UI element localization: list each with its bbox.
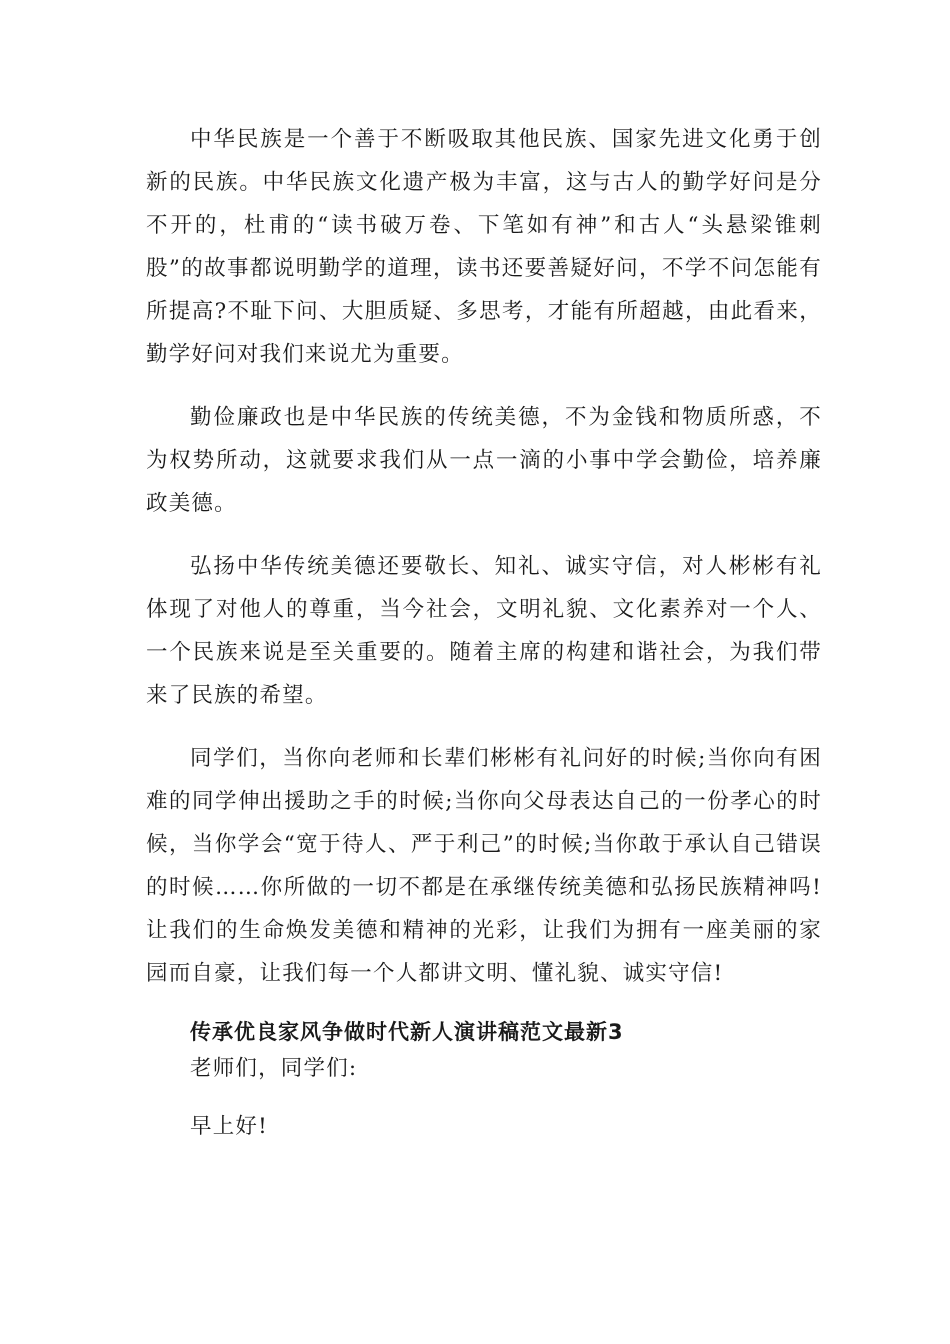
paragraph-1: 中华民族是一个善于不断吸取其他民族、国家先进文化勇于创新的民族。中华民族文化遗产极为丰富，这与古人的勤学好问是分不开的，杜甫的“读书破万卷、下笔如有神”和古人“头悬梁锥刺股”的故事都说明勤学的道理，读书还要善疑好问，不学不问怎能有所提高?不耻下问、大胆质疑、多思考，才能有所超越，由此看来，勤学好问对我们来说尤为重要。 xyxy=(146,127,822,367)
greeting: 早上好! xyxy=(190,1114,268,1139)
paragraph-4: 同学们，当你向老师和长辈们彬彬有礼问好的时候;当你向有困难的同学伸出援助之手的时候;当你向父母表达自己的一份孝心的时候，当你学会“宽于待人、严于利己”的时候;当你敢于承认自己错误的时候……你所做的一切不都是在承继传统美德和弘扬民族精神吗!让我们的生命焕发美德和精神的光彩，让我们为拥有一座美丽的家园而自豪，让我们每一个人都讲文明、懂礼貌、诚实守信! xyxy=(146,746,822,986)
paragraph-3: 弘扬中华传统美德还要敬长、知礼、诚实守信，对人彬彬有礼体现了对他人的尊重，当今社会，文明礼貌、文化素养对一个人、一个民族来说是至关重要的。随着主席的构建和谐社会，为我们带来了民族的希望。 xyxy=(146,554,822,708)
paragraph-2: 勤俭廉政也是中华民族的传统美德，不为金钱和物质所惑，不为权势所动，这就要求我们从一点一滴的小事中学会勤俭，培养廉政美德。 xyxy=(146,405,822,516)
section-heading: 传承优良家风争做时代新人演讲稿范文最新3 xyxy=(190,1020,624,1044)
salutation: 老师们，同学们: xyxy=(190,1056,358,1081)
document-page xyxy=(146,118,822,1165)
